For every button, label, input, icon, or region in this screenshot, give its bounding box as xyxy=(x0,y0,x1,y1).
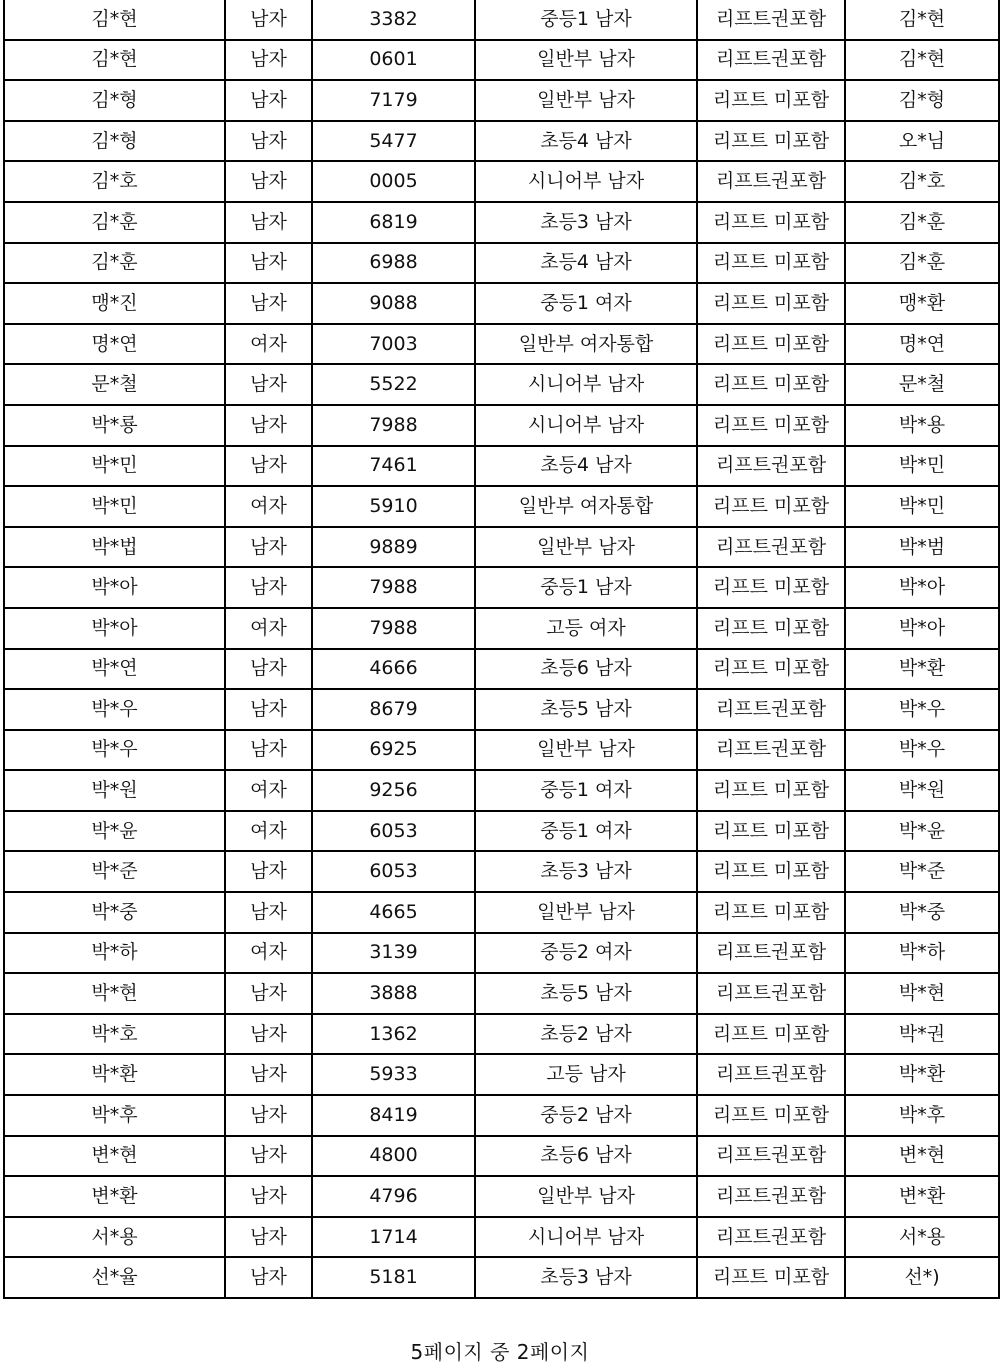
phone-suffix-cell: 5910 xyxy=(312,486,475,527)
name-cell: 맹*진 xyxy=(4,283,225,324)
page-indicator: 5페이지 중 2페이지 xyxy=(410,1340,590,1364)
division-cell: 일반부 남자 xyxy=(475,892,697,933)
name-cell: 박*우 xyxy=(4,730,225,771)
phone-suffix-cell: 9256 xyxy=(312,770,475,811)
depositor-cell: 문*철 xyxy=(845,364,999,405)
name-cell: 박*아 xyxy=(4,567,225,608)
name-cell: 박*원 xyxy=(4,770,225,811)
registrant-table xyxy=(3,0,1000,1299)
division-cell: 일반부 여자통합 xyxy=(475,486,697,527)
gender-cell: 남자 xyxy=(225,1014,312,1055)
lift-ticket-cell: 리프트 미포함 xyxy=(697,80,845,121)
lift-ticket-cell: 리프트 미포함 xyxy=(697,811,845,852)
phone-suffix-cell: 7003 xyxy=(312,324,475,365)
table-row xyxy=(4,161,999,202)
depositor-cell: 서*용 xyxy=(845,1217,999,1258)
lift-ticket-cell: 리프트권포함 xyxy=(697,730,845,771)
lift-ticket-cell: 리프트권포함 xyxy=(697,527,845,568)
name-cell: 문*철 xyxy=(4,364,225,405)
division-cell: 시니어부 남자 xyxy=(475,1217,697,1258)
depositor-cell: 박*윤 xyxy=(845,811,999,852)
name-cell: 박*우 xyxy=(4,689,225,730)
depositor-cell: 박*민 xyxy=(845,446,999,487)
gender-cell: 남자 xyxy=(225,161,312,202)
phone-suffix-cell: 6819 xyxy=(312,202,475,243)
table-row xyxy=(4,608,999,649)
depositor-cell: 박*범 xyxy=(845,527,999,568)
division-cell: 중등1 여자 xyxy=(475,770,697,811)
gender-cell: 남자 xyxy=(225,567,312,608)
phone-suffix-cell: 5477 xyxy=(312,121,475,162)
phone-suffix-cell: 6925 xyxy=(312,730,475,771)
gender-cell: 남자 xyxy=(225,80,312,121)
table-row xyxy=(4,40,999,81)
phone-suffix-cell: 3382 xyxy=(312,0,475,40)
depositor-cell: 명*연 xyxy=(845,324,999,365)
name-cell: 박*후 xyxy=(4,1095,225,1136)
phone-suffix-cell: 4666 xyxy=(312,649,475,690)
table-row xyxy=(4,202,999,243)
name-cell: 박*준 xyxy=(4,851,225,892)
gender-cell: 여자 xyxy=(225,811,312,852)
division-cell: 중등1 여자 xyxy=(475,811,697,852)
lift-ticket-cell: 리프트권포함 xyxy=(697,40,845,81)
depositor-cell: 김*현 xyxy=(845,40,999,81)
depositor-cell: 변*현 xyxy=(845,1136,999,1177)
depositor-cell: 박*아 xyxy=(845,608,999,649)
table-row xyxy=(4,1095,999,1136)
name-cell: 박*하 xyxy=(4,933,225,974)
depositor-cell: 박*용 xyxy=(845,405,999,446)
lift-ticket-cell: 리프트 미포함 xyxy=(697,892,845,933)
lift-ticket-cell: 리프트 미포함 xyxy=(697,243,845,284)
division-cell: 초등3 남자 xyxy=(475,1257,697,1298)
depositor-cell: 박*아 xyxy=(845,567,999,608)
depositor-cell: 김*형 xyxy=(845,80,999,121)
depositor-cell: 박*권 xyxy=(845,1014,999,1055)
table-row xyxy=(4,649,999,690)
depositor-cell: 박*우 xyxy=(845,689,999,730)
name-cell: 박*중 xyxy=(4,892,225,933)
phone-suffix-cell: 9889 xyxy=(312,527,475,568)
phone-suffix-cell: 6988 xyxy=(312,243,475,284)
division-cell: 일반부 여자통합 xyxy=(475,324,697,365)
name-cell: 김*훈 xyxy=(4,202,225,243)
phone-suffix-cell: 1714 xyxy=(312,1217,475,1258)
table-row xyxy=(4,1176,999,1217)
phone-suffix-cell: 7988 xyxy=(312,405,475,446)
gender-cell: 남자 xyxy=(225,1136,312,1177)
name-cell: 서*용 xyxy=(4,1217,225,1258)
phone-suffix-cell: 6053 xyxy=(312,811,475,852)
phone-suffix-cell: 4796 xyxy=(312,1176,475,1217)
depositor-cell: 박*환 xyxy=(845,1054,999,1095)
division-cell: 일반부 남자 xyxy=(475,730,697,771)
division-cell: 초등2 남자 xyxy=(475,1014,697,1055)
depositor-cell: 박*원 xyxy=(845,770,999,811)
gender-cell: 남자 xyxy=(225,851,312,892)
registrant-table-body xyxy=(4,0,999,1298)
division-cell: 초등6 남자 xyxy=(475,1136,697,1177)
division-cell: 초등4 남자 xyxy=(475,446,697,487)
depositor-cell: 선*) xyxy=(845,1257,999,1298)
gender-cell: 남자 xyxy=(225,446,312,487)
depositor-cell: 변*환 xyxy=(845,1176,999,1217)
division-cell: 초등4 남자 xyxy=(475,243,697,284)
division-cell: 초등3 남자 xyxy=(475,202,697,243)
table-row xyxy=(4,243,999,284)
gender-cell: 남자 xyxy=(225,649,312,690)
lift-ticket-cell: 리프트 미포함 xyxy=(697,405,845,446)
gender-cell: 여자 xyxy=(225,608,312,649)
table-row xyxy=(4,892,999,933)
table-row xyxy=(4,527,999,568)
table-row xyxy=(4,446,999,487)
table-row xyxy=(4,689,999,730)
division-cell: 시니어부 남자 xyxy=(475,364,697,405)
name-cell: 김*형 xyxy=(4,121,225,162)
division-cell: 일반부 남자 xyxy=(475,527,697,568)
depositor-cell: 박*중 xyxy=(845,892,999,933)
phone-suffix-cell: 3139 xyxy=(312,933,475,974)
name-cell: 명*연 xyxy=(4,324,225,365)
division-cell: 중등1 남자 xyxy=(475,0,697,40)
lift-ticket-cell: 리프트권포함 xyxy=(697,161,845,202)
table-row xyxy=(4,405,999,446)
depositor-cell: 김*훈 xyxy=(845,202,999,243)
lift-ticket-cell: 리프트 미포함 xyxy=(697,324,845,365)
depositor-cell: 김*현 xyxy=(845,0,999,40)
division-cell: 고등 남자 xyxy=(475,1054,697,1095)
lift-ticket-cell: 리프트 미포함 xyxy=(697,851,845,892)
phone-suffix-cell: 7988 xyxy=(312,567,475,608)
gender-cell: 남자 xyxy=(225,730,312,771)
table-row xyxy=(4,324,999,365)
name-cell: 박*윤 xyxy=(4,811,225,852)
gender-cell: 여자 xyxy=(225,933,312,974)
gender-cell: 남자 xyxy=(225,689,312,730)
division-cell: 중등2 남자 xyxy=(475,1095,697,1136)
division-cell: 초등5 남자 xyxy=(475,973,697,1014)
gender-cell: 남자 xyxy=(225,405,312,446)
name-cell: 박*법 xyxy=(4,527,225,568)
gender-cell: 남자 xyxy=(225,527,312,568)
division-cell: 일반부 남자 xyxy=(475,80,697,121)
gender-cell: 남자 xyxy=(225,243,312,284)
name-cell: 김*형 xyxy=(4,80,225,121)
lift-ticket-cell: 리프트 미포함 xyxy=(697,283,845,324)
gender-cell: 남자 xyxy=(225,121,312,162)
gender-cell: 남자 xyxy=(225,364,312,405)
gender-cell: 남자 xyxy=(225,40,312,81)
depositor-cell: 오*님 xyxy=(845,121,999,162)
lift-ticket-cell: 리프트 미포함 xyxy=(697,202,845,243)
table-row xyxy=(4,851,999,892)
gender-cell: 남자 xyxy=(225,892,312,933)
gender-cell: 남자 xyxy=(225,0,312,40)
name-cell: 박*현 xyxy=(4,973,225,1014)
division-cell: 초등6 남자 xyxy=(475,649,697,690)
lift-ticket-cell: 리프트 미포함 xyxy=(697,486,845,527)
division-cell: 중등1 남자 xyxy=(475,567,697,608)
gender-cell: 남자 xyxy=(225,973,312,1014)
lift-ticket-cell: 리프트권포함 xyxy=(697,689,845,730)
table-row xyxy=(4,1136,999,1177)
table-row xyxy=(4,1217,999,1258)
phone-suffix-cell: 5522 xyxy=(312,364,475,405)
table-row xyxy=(4,730,999,771)
phone-suffix-cell: 3888 xyxy=(312,973,475,1014)
division-cell: 시니어부 남자 xyxy=(475,161,697,202)
table-row xyxy=(4,486,999,527)
division-cell: 시니어부 남자 xyxy=(475,405,697,446)
name-cell: 박*환 xyxy=(4,1054,225,1095)
lift-ticket-cell: 리프트권포함 xyxy=(697,0,845,40)
gender-cell: 여자 xyxy=(225,324,312,365)
table-row xyxy=(4,567,999,608)
phone-suffix-cell: 8419 xyxy=(312,1095,475,1136)
lift-ticket-cell: 리프트 미포함 xyxy=(697,364,845,405)
depositor-cell: 맹*환 xyxy=(845,283,999,324)
phone-suffix-cell: 9088 xyxy=(312,283,475,324)
phone-suffix-cell: 4800 xyxy=(312,1136,475,1177)
gender-cell: 남자 xyxy=(225,1095,312,1136)
phone-suffix-cell: 8679 xyxy=(312,689,475,730)
division-cell: 고등 여자 xyxy=(475,608,697,649)
lift-ticket-cell: 리프트권포함 xyxy=(697,973,845,1014)
gender-cell: 여자 xyxy=(225,486,312,527)
name-cell: 박*연 xyxy=(4,649,225,690)
lift-ticket-cell: 리프트권포함 xyxy=(697,446,845,487)
division-cell: 초등3 남자 xyxy=(475,851,697,892)
lift-ticket-cell: 리프트 미포함 xyxy=(697,567,845,608)
division-cell: 초등4 남자 xyxy=(475,121,697,162)
lift-ticket-cell: 리프트권포함 xyxy=(697,933,845,974)
table-row xyxy=(4,973,999,1014)
lift-ticket-cell: 리프트 미포함 xyxy=(697,649,845,690)
depositor-cell: 김*훈 xyxy=(845,243,999,284)
phone-suffix-cell: 0601 xyxy=(312,40,475,81)
name-cell: 김*호 xyxy=(4,161,225,202)
table-row xyxy=(4,811,999,852)
phone-suffix-cell: 4665 xyxy=(312,892,475,933)
depositor-cell: 박*민 xyxy=(845,486,999,527)
phone-suffix-cell: 7461 xyxy=(312,446,475,487)
table-row xyxy=(4,933,999,974)
phone-suffix-cell: 5181 xyxy=(312,1257,475,1298)
registration-sheet xyxy=(3,0,998,1299)
lift-ticket-cell: 리프트 미포함 xyxy=(697,1014,845,1055)
phone-suffix-cell: 6053 xyxy=(312,851,475,892)
lift-ticket-cell: 리프트권포함 xyxy=(697,1217,845,1258)
phone-suffix-cell: 5933 xyxy=(312,1054,475,1095)
lift-ticket-cell: 리프트권포함 xyxy=(697,1136,845,1177)
division-cell: 일반부 남자 xyxy=(475,1176,697,1217)
name-cell: 박*호 xyxy=(4,1014,225,1055)
name-cell: 박*룡 xyxy=(4,405,225,446)
phone-suffix-cell: 7988 xyxy=(312,608,475,649)
lift-ticket-cell: 리프트 미포함 xyxy=(697,121,845,162)
name-cell: 김*현 xyxy=(4,40,225,81)
depositor-cell: 박*후 xyxy=(845,1095,999,1136)
table-row xyxy=(4,364,999,405)
gender-cell: 남자 xyxy=(225,1054,312,1095)
gender-cell: 남자 xyxy=(225,202,312,243)
gender-cell: 여자 xyxy=(225,770,312,811)
phone-suffix-cell: 1362 xyxy=(312,1014,475,1055)
table-row xyxy=(4,121,999,162)
name-cell: 선*율 xyxy=(4,1257,225,1298)
gender-cell: 남자 xyxy=(225,1257,312,1298)
table-row xyxy=(4,1257,999,1298)
table-row xyxy=(4,80,999,121)
name-cell: 박*민 xyxy=(4,486,225,527)
table-row xyxy=(4,0,999,40)
name-cell: 김*현 xyxy=(4,0,225,40)
table-row xyxy=(4,1014,999,1055)
table-row xyxy=(4,283,999,324)
depositor-cell: 박*하 xyxy=(845,933,999,974)
gender-cell: 남자 xyxy=(225,1176,312,1217)
division-cell: 일반부 남자 xyxy=(475,40,697,81)
name-cell: 박*민 xyxy=(4,446,225,487)
name-cell: 김*훈 xyxy=(4,243,225,284)
name-cell: 변*환 xyxy=(4,1176,225,1217)
gender-cell: 남자 xyxy=(225,1217,312,1258)
gender-cell: 남자 xyxy=(225,283,312,324)
table-row xyxy=(4,770,999,811)
depositor-cell: 김*호 xyxy=(845,161,999,202)
phone-suffix-cell: 7179 xyxy=(312,80,475,121)
depositor-cell: 박*우 xyxy=(845,730,999,771)
depositor-cell: 박*환 xyxy=(845,649,999,690)
division-cell: 초등5 남자 xyxy=(475,689,697,730)
lift-ticket-cell: 리프트 미포함 xyxy=(697,608,845,649)
lift-ticket-cell: 리프트권포함 xyxy=(697,1176,845,1217)
name-cell: 변*현 xyxy=(4,1136,225,1177)
phone-suffix-cell: 0005 xyxy=(312,161,475,202)
lift-ticket-cell: 리프트 미포함 xyxy=(697,1257,845,1298)
table-row xyxy=(4,1054,999,1095)
depositor-cell: 박*현 xyxy=(845,973,999,1014)
depositor-cell: 박*준 xyxy=(845,851,999,892)
division-cell: 중등1 여자 xyxy=(475,283,697,324)
name-cell: 박*아 xyxy=(4,608,225,649)
division-cell: 중등2 여자 xyxy=(475,933,697,974)
lift-ticket-cell: 리프트 미포함 xyxy=(697,770,845,811)
lift-ticket-cell: 리프트 미포함 xyxy=(697,1095,845,1136)
lift-ticket-cell: 리프트권포함 xyxy=(697,1054,845,1095)
